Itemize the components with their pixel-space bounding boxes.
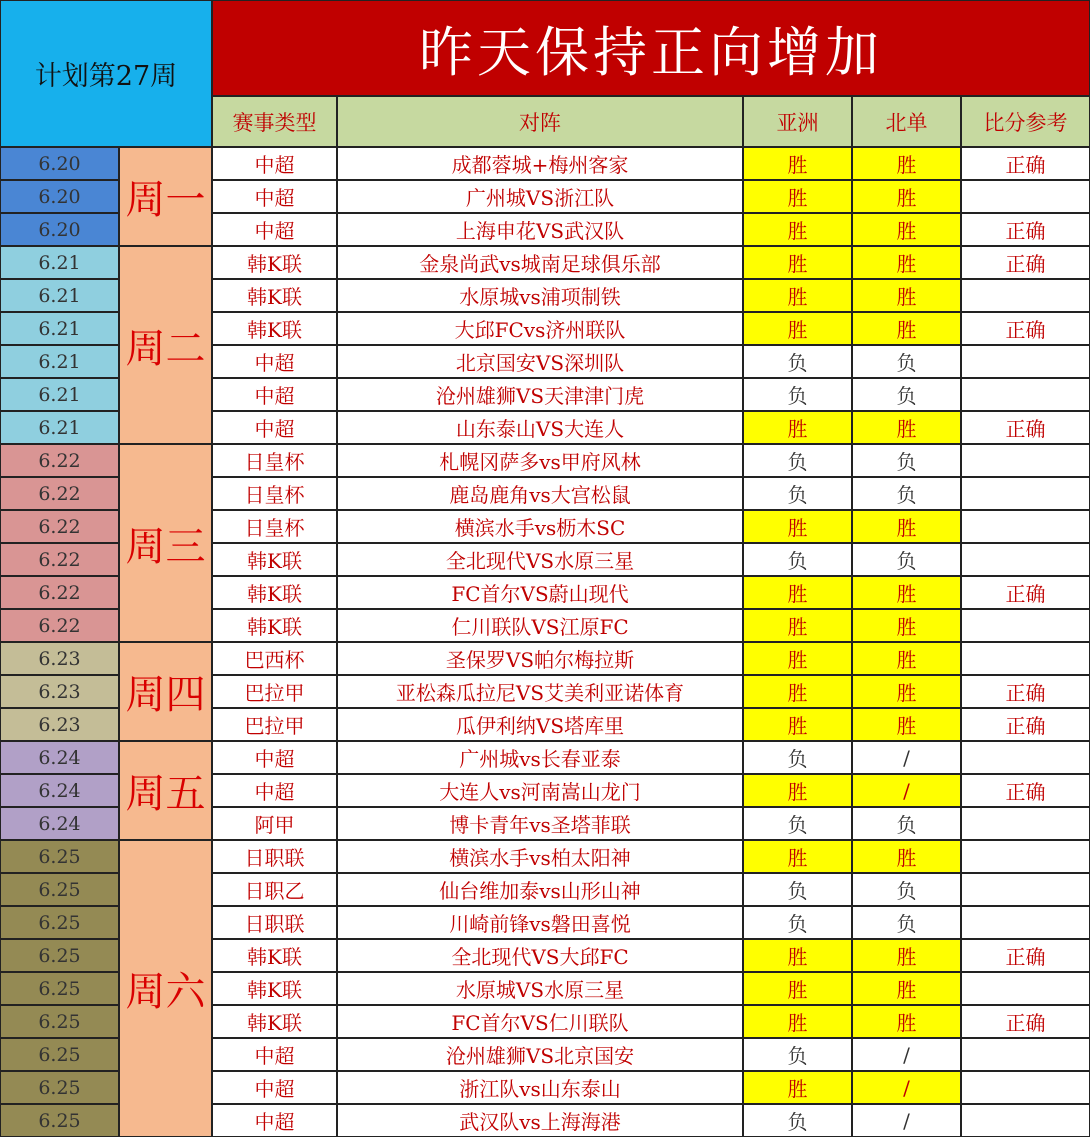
matchup: 成都蓉城+梅州客家 xyxy=(337,147,743,180)
league-type: 巴西杯 xyxy=(212,642,337,675)
weekday-label: 周六 xyxy=(119,840,212,1137)
matchup: 全北现代VS大邱FC xyxy=(337,939,743,972)
asia-result: 胜 xyxy=(743,510,852,543)
matchup: 大邱FCvs济州联队 xyxy=(337,312,743,345)
matchup: 山东泰山VS大连人 xyxy=(337,411,743,444)
score-reference xyxy=(961,609,1090,642)
score-reference: 正确 xyxy=(961,246,1090,279)
asia-result: 负 xyxy=(743,378,852,411)
match-date: 6.24 xyxy=(0,741,119,774)
beidan-result: 胜 xyxy=(852,180,961,213)
matchup: 水原城VS水原三星 xyxy=(337,972,743,1005)
column-header-score-reference: 比分参考 xyxy=(961,96,1090,147)
asia-result: 负 xyxy=(743,345,852,378)
match-date: 6.25 xyxy=(0,1005,119,1038)
league-type: 韩K联 xyxy=(212,543,337,576)
matchup: 鹿岛鹿角vs大宫松鼠 xyxy=(337,477,743,510)
match-date: 6.25 xyxy=(0,1038,119,1071)
beidan-result: 胜 xyxy=(852,1005,961,1038)
asia-result: 胜 xyxy=(743,972,852,1005)
match-date: 6.23 xyxy=(0,642,119,675)
match-date: 6.22 xyxy=(0,444,119,477)
beidan-result: 胜 xyxy=(852,675,961,708)
league-type: 中超 xyxy=(212,1104,337,1137)
league-type: 中超 xyxy=(212,774,337,807)
beidan-result: 胜 xyxy=(852,939,961,972)
column-header-league: 赛事类型 xyxy=(212,96,337,147)
asia-result: 胜 xyxy=(743,609,852,642)
match-date: 6.22 xyxy=(0,543,119,576)
league-type: 中超 xyxy=(212,411,337,444)
score-reference xyxy=(961,873,1090,906)
matchup: FC首尔VS仁川联队 xyxy=(337,1005,743,1038)
score-reference xyxy=(961,840,1090,873)
matchup: 北京国安VS深圳队 xyxy=(337,345,743,378)
score-reference xyxy=(961,1038,1090,1071)
asia-result: 胜 xyxy=(743,180,852,213)
matchup: 川崎前锋vs磐田喜悦 xyxy=(337,906,743,939)
beidan-result: 胜 xyxy=(852,147,961,180)
score-reference xyxy=(961,510,1090,543)
score-reference: 正确 xyxy=(961,576,1090,609)
league-type: 韩K联 xyxy=(212,246,337,279)
match-date: 6.21 xyxy=(0,312,119,345)
plan-week-label: 计划第27周 xyxy=(0,0,212,147)
league-type: 韩K联 xyxy=(212,279,337,312)
league-type: 韩K联 xyxy=(212,939,337,972)
league-type: 日职联 xyxy=(212,906,337,939)
column-header-asia: 亚洲 xyxy=(743,96,852,147)
asia-result: 胜 xyxy=(743,939,852,972)
matchup: 水原城vs浦项制铁 xyxy=(337,279,743,312)
league-type: 巴拉甲 xyxy=(212,708,337,741)
match-date: 6.23 xyxy=(0,675,119,708)
beidan-result: 负 xyxy=(852,477,961,510)
match-date: 6.20 xyxy=(0,147,119,180)
score-reference xyxy=(961,279,1090,312)
score-reference: 正确 xyxy=(961,312,1090,345)
beidan-result: 负 xyxy=(852,807,961,840)
weekday-label: 周三 xyxy=(119,444,212,642)
score-reference: 正确 xyxy=(961,774,1090,807)
score-reference: 正确 xyxy=(961,1005,1090,1038)
league-type: 中超 xyxy=(212,180,337,213)
matchup: 亚松森瓜拉尼VS艾美利亚诺体育 xyxy=(337,675,743,708)
matchup: 仁川联队VS江原FC xyxy=(337,609,743,642)
page-title: 昨天保持正向增加 xyxy=(212,0,1090,96)
asia-result: 胜 xyxy=(743,774,852,807)
match-date: 6.25 xyxy=(0,1104,119,1137)
beidan-result: 负 xyxy=(852,345,961,378)
league-type: 中超 xyxy=(212,378,337,411)
beidan-result: 胜 xyxy=(852,609,961,642)
asia-result: 胜 xyxy=(743,642,852,675)
league-type: 日皇杯 xyxy=(212,477,337,510)
beidan-result: 胜 xyxy=(852,708,961,741)
asia-result: 负 xyxy=(743,444,852,477)
score-reference xyxy=(961,180,1090,213)
score-reference xyxy=(961,642,1090,675)
beidan-result: 胜 xyxy=(852,840,961,873)
league-type: 韩K联 xyxy=(212,576,337,609)
matchup: 上海申花VS武汉队 xyxy=(337,213,743,246)
score-reference xyxy=(961,1104,1090,1137)
match-date: 6.22 xyxy=(0,576,119,609)
score-reference xyxy=(961,378,1090,411)
asia-result: 负 xyxy=(743,807,852,840)
asia-result: 胜 xyxy=(743,1005,852,1038)
beidan-result: / xyxy=(852,1104,961,1137)
asia-result: 负 xyxy=(743,741,852,774)
matchup: 博卡青年vs圣塔菲联 xyxy=(337,807,743,840)
match-date: 6.25 xyxy=(0,972,119,1005)
league-type: 韩K联 xyxy=(212,312,337,345)
match-date: 6.21 xyxy=(0,345,119,378)
beidan-result: 负 xyxy=(852,873,961,906)
score-reference xyxy=(961,345,1090,378)
weekday-label: 周五 xyxy=(119,741,212,840)
weekday-label: 周一 xyxy=(119,147,212,246)
score-reference xyxy=(961,444,1090,477)
league-type: 中超 xyxy=(212,741,337,774)
match-date: 6.20 xyxy=(0,180,119,213)
beidan-result: 胜 xyxy=(852,246,961,279)
matchup: 金泉尚武vs城南足球俱乐部 xyxy=(337,246,743,279)
league-type: 中超 xyxy=(212,213,337,246)
match-date: 6.22 xyxy=(0,609,119,642)
column-header-match: 对阵 xyxy=(337,96,743,147)
score-reference xyxy=(961,1071,1090,1104)
beidan-result: 胜 xyxy=(852,510,961,543)
beidan-result: / xyxy=(852,1071,961,1104)
matchup: 横滨水手vs柏太阳神 xyxy=(337,840,743,873)
matchup: 圣保罗VS帕尔梅拉斯 xyxy=(337,642,743,675)
asia-result: 胜 xyxy=(743,147,852,180)
match-date: 6.25 xyxy=(0,840,119,873)
weekday-label: 周二 xyxy=(119,246,212,444)
asia-result: 胜 xyxy=(743,1071,852,1104)
beidan-result: 胜 xyxy=(852,411,961,444)
asia-result: 胜 xyxy=(743,675,852,708)
match-date: 6.25 xyxy=(0,873,119,906)
matchup: FC首尔VS蔚山现代 xyxy=(337,576,743,609)
league-type: 阿甲 xyxy=(212,807,337,840)
asia-result: 胜 xyxy=(743,411,852,444)
matchup: 沧州雄狮VS北京国安 xyxy=(337,1038,743,1071)
matchup: 仙台维加泰vs山形山神 xyxy=(337,873,743,906)
league-type: 日职联 xyxy=(212,840,337,873)
match-date: 6.20 xyxy=(0,213,119,246)
match-date: 6.25 xyxy=(0,939,119,972)
asia-result: 胜 xyxy=(743,312,852,345)
beidan-result: 负 xyxy=(852,543,961,576)
league-type: 韩K联 xyxy=(212,972,337,1005)
beidan-result: 负 xyxy=(852,378,961,411)
asia-result: 胜 xyxy=(743,213,852,246)
league-type: 中超 xyxy=(212,345,337,378)
matchup: 札幌冈萨多vs甲府风林 xyxy=(337,444,743,477)
weekday-label: 周四 xyxy=(119,642,212,741)
league-type: 巴拉甲 xyxy=(212,675,337,708)
score-reference xyxy=(961,972,1090,1005)
matchup: 广州城VS浙江队 xyxy=(337,180,743,213)
asia-result: 胜 xyxy=(743,576,852,609)
beidan-result: / xyxy=(852,741,961,774)
league-type: 中超 xyxy=(212,1038,337,1071)
league-type: 韩K联 xyxy=(212,609,337,642)
match-date: 6.25 xyxy=(0,1071,119,1104)
beidan-result: / xyxy=(852,774,961,807)
asia-result: 负 xyxy=(743,1038,852,1071)
score-reference xyxy=(961,477,1090,510)
beidan-result: / xyxy=(852,1038,961,1071)
score-reference: 正确 xyxy=(961,675,1090,708)
league-type: 日职乙 xyxy=(212,873,337,906)
match-date: 6.21 xyxy=(0,279,119,312)
asia-result: 胜 xyxy=(743,279,852,312)
match-date: 6.22 xyxy=(0,477,119,510)
matchup: 大连人vs河南嵩山龙门 xyxy=(337,774,743,807)
match-date: 6.24 xyxy=(0,774,119,807)
score-reference: 正确 xyxy=(961,708,1090,741)
score-reference xyxy=(961,741,1090,774)
beidan-result: 胜 xyxy=(852,642,961,675)
matchup: 广州城vs长春亚泰 xyxy=(337,741,743,774)
matchup: 沧州雄狮VS天津津门虎 xyxy=(337,378,743,411)
beidan-result: 负 xyxy=(852,906,961,939)
asia-result: 负 xyxy=(743,1104,852,1137)
matchup: 武汉队vs上海海港 xyxy=(337,1104,743,1137)
beidan-result: 胜 xyxy=(852,213,961,246)
match-date: 6.22 xyxy=(0,510,119,543)
score-reference xyxy=(961,807,1090,840)
beidan-result: 胜 xyxy=(852,312,961,345)
matchup: 浙江队vs山东泰山 xyxy=(337,1071,743,1104)
asia-result: 负 xyxy=(743,543,852,576)
match-date: 6.21 xyxy=(0,246,119,279)
beidan-result: 胜 xyxy=(852,576,961,609)
score-reference: 正确 xyxy=(961,213,1090,246)
asia-result: 负 xyxy=(743,906,852,939)
matchup: 瓜伊利纳VS塔库里 xyxy=(337,708,743,741)
match-date: 6.21 xyxy=(0,378,119,411)
beidan-result: 胜 xyxy=(852,972,961,1005)
match-date: 6.23 xyxy=(0,708,119,741)
asia-result: 胜 xyxy=(743,840,852,873)
league-type: 中超 xyxy=(212,147,337,180)
match-date: 6.25 xyxy=(0,906,119,939)
league-type: 日皇杯 xyxy=(212,444,337,477)
match-date: 6.21 xyxy=(0,411,119,444)
matchup: 横滨水手vs枥木SC xyxy=(337,510,743,543)
league-type: 韩K联 xyxy=(212,1005,337,1038)
matchup: 全北现代VS水原三星 xyxy=(337,543,743,576)
league-type: 中超 xyxy=(212,1071,337,1104)
score-reference: 正确 xyxy=(961,147,1090,180)
beidan-result: 胜 xyxy=(852,279,961,312)
score-reference xyxy=(961,906,1090,939)
match-date: 6.24 xyxy=(0,807,119,840)
asia-result: 负 xyxy=(743,477,852,510)
asia-result: 胜 xyxy=(743,708,852,741)
asia-result: 负 xyxy=(743,873,852,906)
beidan-result: 负 xyxy=(852,444,961,477)
score-reference: 正确 xyxy=(961,411,1090,444)
column-header-beidan: 北单 xyxy=(852,96,961,147)
league-type: 日皇杯 xyxy=(212,510,337,543)
asia-result: 胜 xyxy=(743,246,852,279)
score-reference xyxy=(961,543,1090,576)
score-reference: 正确 xyxy=(961,939,1090,972)
